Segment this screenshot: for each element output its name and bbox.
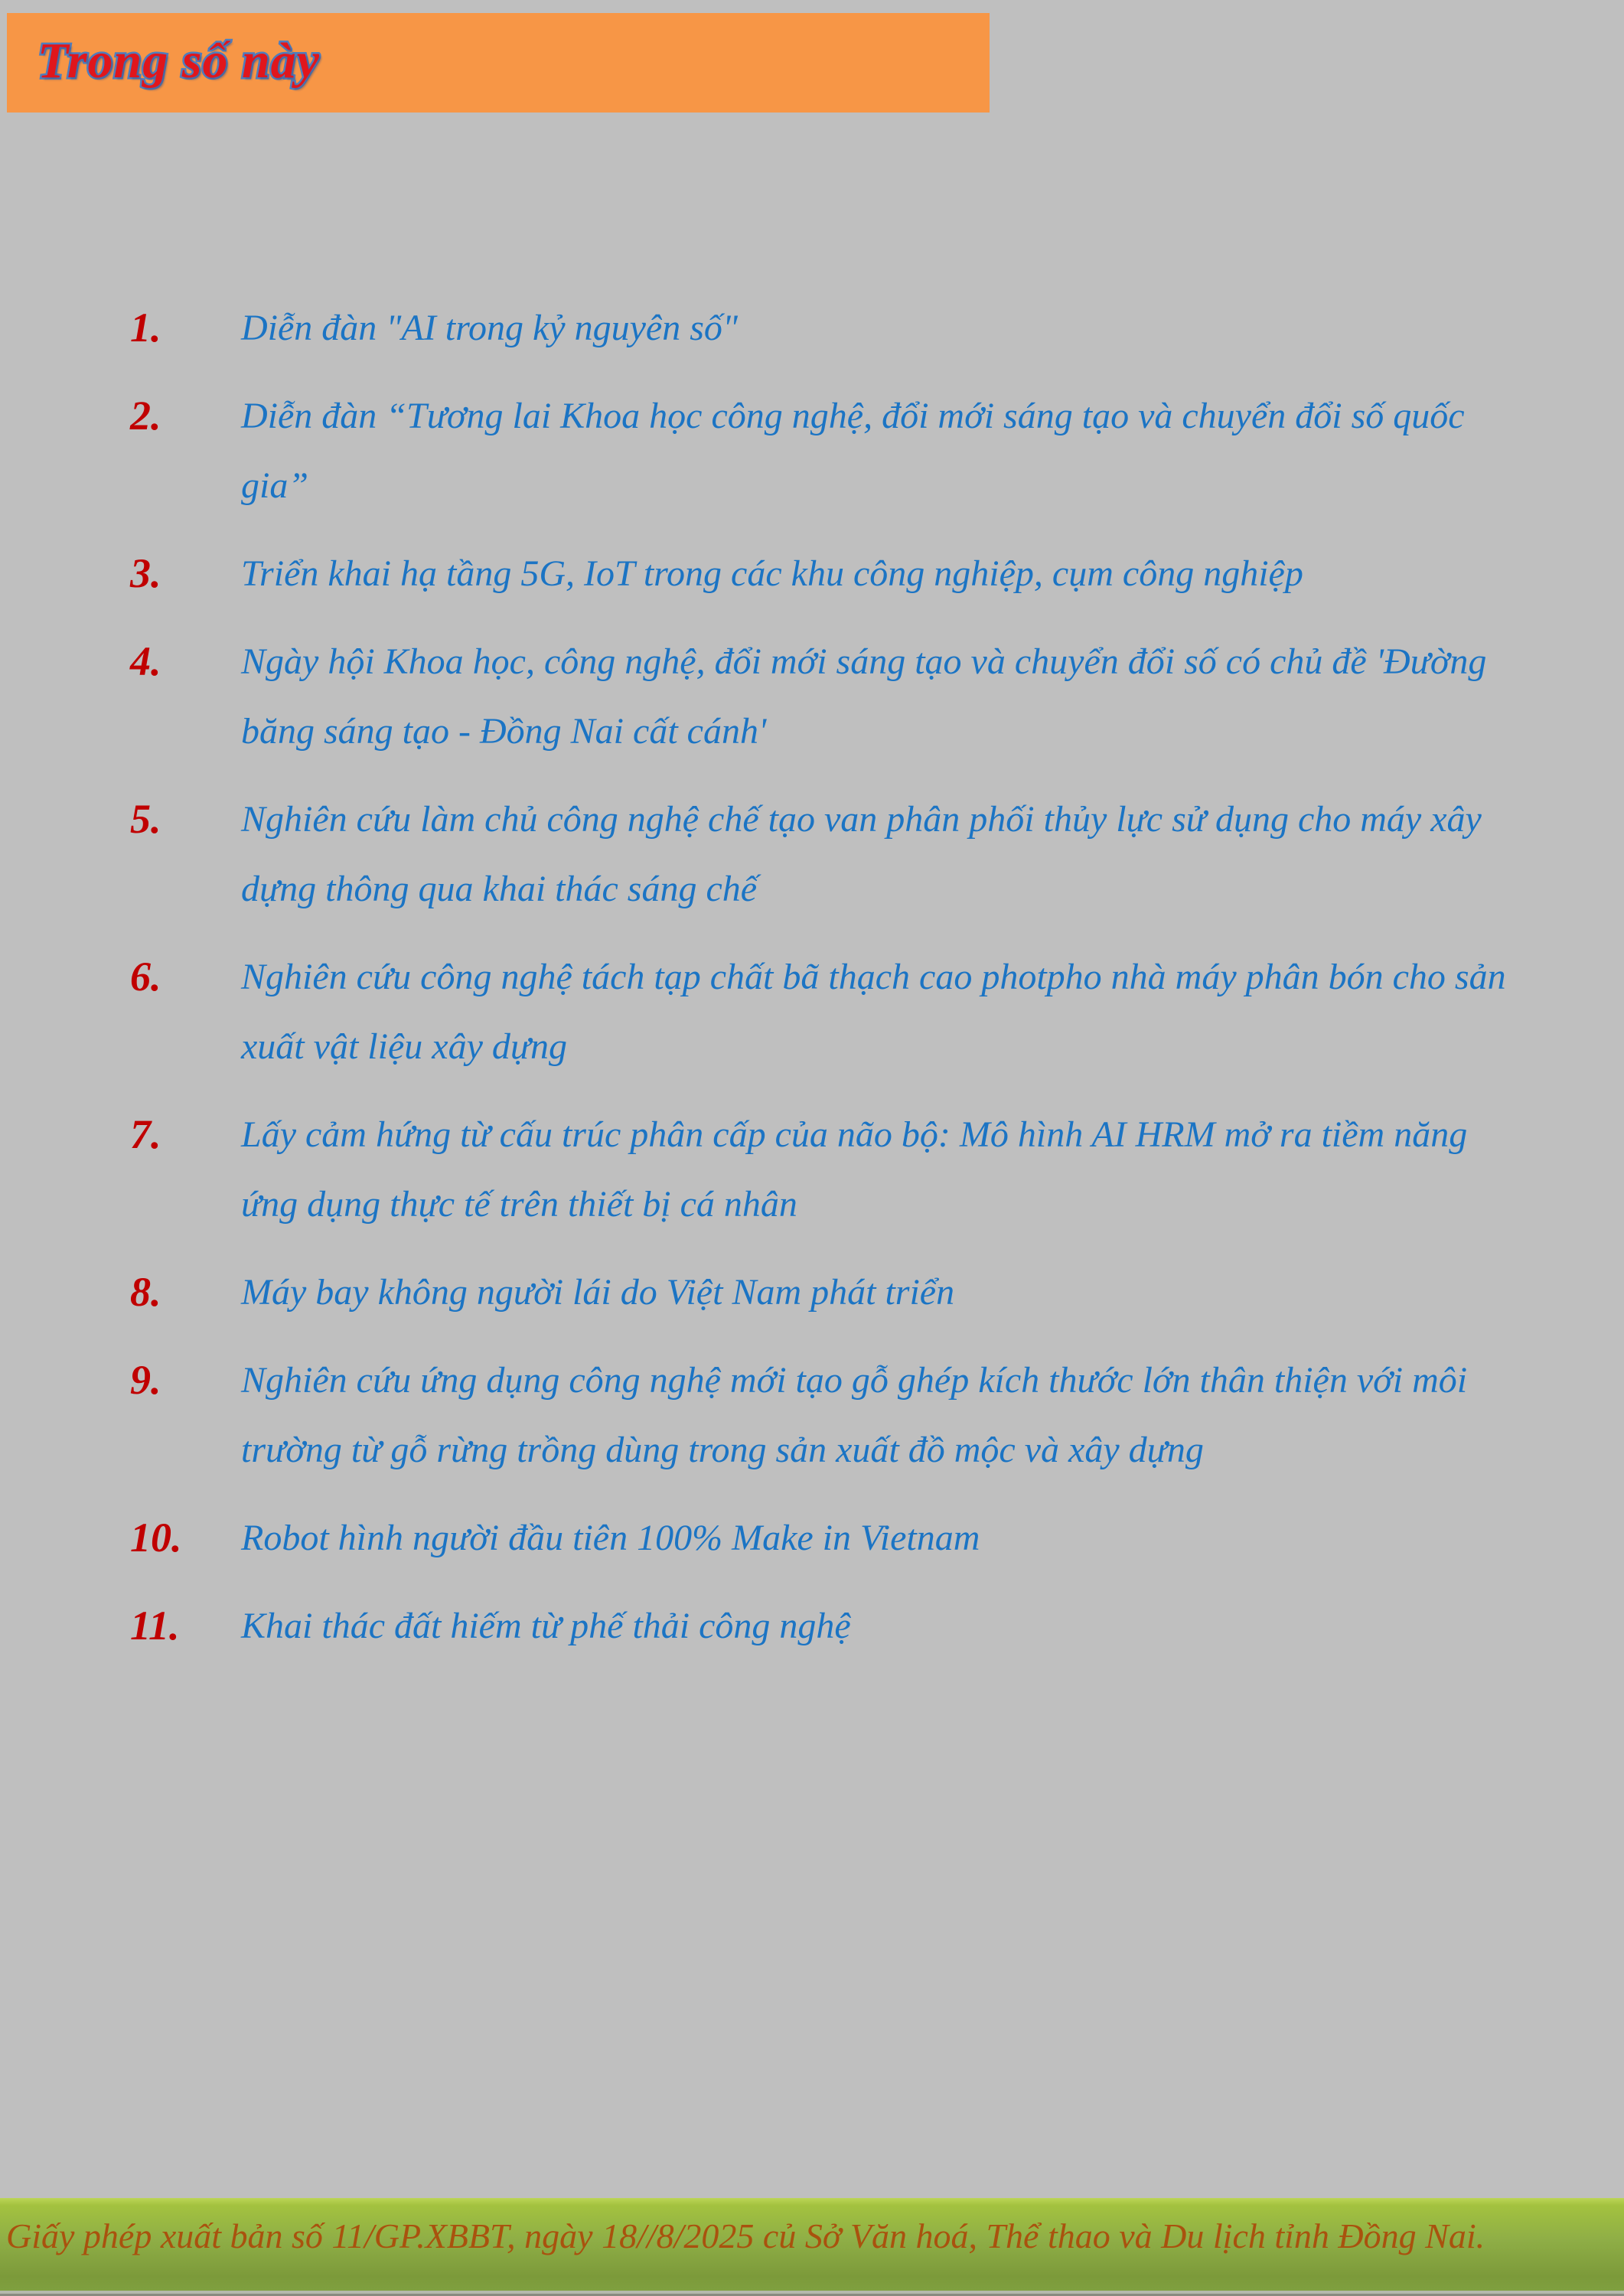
page-title: Trong số này bbox=[38, 33, 320, 89]
license-bar bbox=[0, 2198, 1624, 2291]
toc-item-text: Diễn đàn "AI trong kỷ nguyên số" bbox=[241, 308, 739, 348]
toc-item-number: 3. bbox=[130, 550, 161, 596]
toc-item-number: 8. bbox=[130, 1269, 161, 1315]
title-banner bbox=[7, 13, 990, 113]
toc-item-text: Lấy cảm hứng từ cấu trúc phân cấp của não bộ: Mô hình AI HRM mở ra tiềm năng ứng dụng thực tế trên thiết bị cá nhân bbox=[241, 1114, 1468, 1225]
toc-item-number: 10. bbox=[130, 1515, 182, 1561]
toc-item-text: Ngày hội Khoa học, công nghệ, đổi mới sáng tạo và chuyển đổi số có chủ đề 'Đường băng sáng tạo - Đồng Nai cất cánh' bbox=[241, 641, 1487, 752]
toc-item bbox=[130, 1503, 1515, 1573]
license-text: Giấy phép xuất bản số 11/GP.XBBT, ngày 18//8/2025 củ Sở Văn hoá, Thể thao và Du lịch tỉnh Đồng Nai. bbox=[6, 2216, 1485, 2255]
toc-item-text: Nghiên cứu ứng dụng công nghệ mới tạo gỗ ghép kích thước lớn thân thiện với môi trường từ gỗ rừng trồng dùng trong sản xuất đồ mộc và xây dựng bbox=[241, 1360, 1468, 1470]
toc-item bbox=[130, 293, 1515, 363]
toc-item-text: Robot hình người đầu tiên 100% Make in Vietnam bbox=[241, 1518, 980, 1558]
toc-item bbox=[130, 1591, 1515, 1661]
toc-item bbox=[130, 627, 1515, 766]
toc-item-number: 4. bbox=[130, 638, 161, 684]
toc-item bbox=[130, 784, 1515, 924]
toc-item-text: Khai thác đất hiếm từ phế thải công nghệ bbox=[241, 1606, 851, 1646]
toc-item bbox=[130, 539, 1515, 608]
toc-item bbox=[130, 942, 1515, 1081]
toc-item-number: 11. bbox=[130, 1603, 180, 1649]
toc-item-number: 6. bbox=[130, 954, 161, 1000]
toc-item-number: 7. bbox=[130, 1111, 161, 1157]
toc-item-number: 1. bbox=[130, 305, 161, 351]
toc-item-text: Máy bay không người lái do Việt Nam phát triển bbox=[241, 1272, 955, 1313]
toc-list bbox=[130, 293, 1515, 1679]
toc-item-text: Nghiên cứu công nghệ tách tạp chất bã thạch cao photpho nhà máy phân bón cho sản xuất vật liệu xây dựng bbox=[241, 957, 1506, 1067]
toc-item-number: 5. bbox=[130, 796, 161, 842]
toc-item-text: Triển khai hạ tầng 5G, IoT trong các khu công nghiệp, cụm công nghiệp bbox=[241, 553, 1303, 594]
toc-item bbox=[130, 1100, 1515, 1239]
toc-item-number: 9. bbox=[130, 1357, 161, 1403]
toc-item-text: Diễn đàn “Tương lai Khoa học công nghệ, đổi mới sáng tạo và chuyển đổi số quốc gia” bbox=[241, 396, 1465, 506]
toc-item-number: 2. bbox=[130, 393, 161, 439]
toc-item bbox=[130, 1345, 1515, 1485]
toc-item-text: Nghiên cứu làm chủ công nghệ chế tạo van phân phối thủy lực sử dụng cho máy xây dựng thông qua khai thác sáng chế bbox=[241, 799, 1482, 909]
toc-item bbox=[130, 1257, 1515, 1327]
toc-item bbox=[130, 381, 1515, 520]
